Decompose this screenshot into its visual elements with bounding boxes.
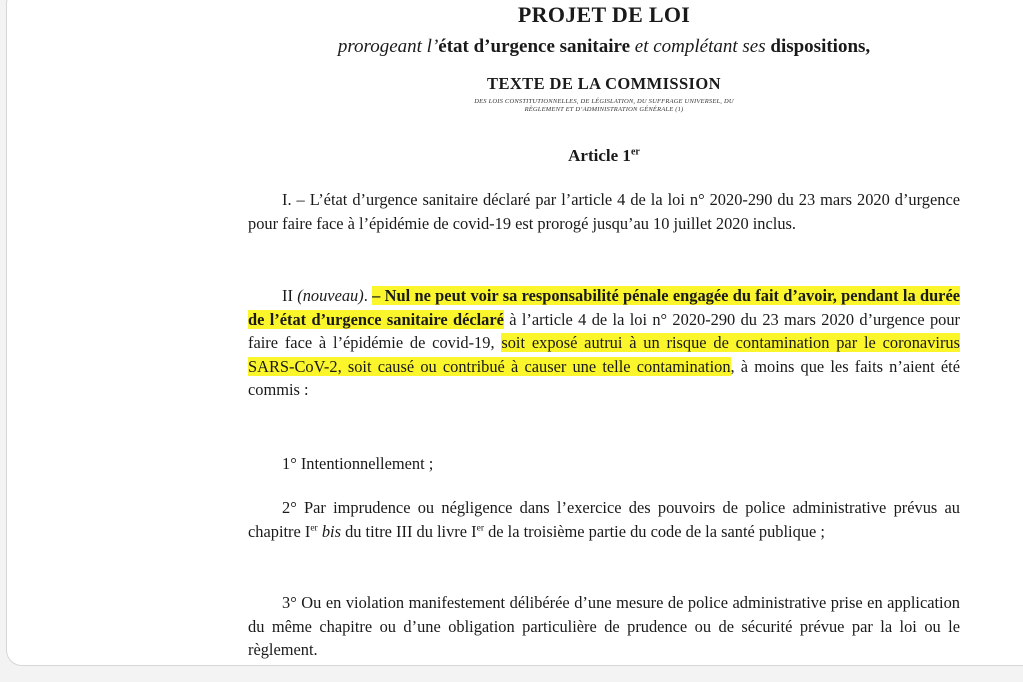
document-subtitle — [248, 36, 960, 58]
subtitle-part: urgence sanitaire — [490, 36, 631, 57]
para2-nouveau: (nouveau) — [297, 286, 364, 305]
article-label: Article 1 — [568, 146, 631, 165]
highlighted-passage: soit exposé autrui à un risque de contamination par le coronavirus SARS-CoV-2, soit causé ou contribué à causer une telle contamination — [248, 333, 960, 376]
paragraph-3: 1° Intentionnellement ; — [282, 454, 434, 473]
para4-text: du titre III du livre I — [340, 521, 477, 541]
paragraph-5: 3° Ou en violation manifestement délibérée d’une mesure de police administrative prise en application du même chapitre ou d’une obligation particulière de prudence ou de sécurité prévue par la loi ou le règlement. — [248, 593, 960, 659]
para4-superscript: er — [310, 523, 318, 534]
para2-tail: , à moins que les faits n’aient été commis : — [248, 356, 960, 399]
commission-fine-print — [398, 98, 810, 114]
commission-heading: TEXTE DE LA COMMISSION — [487, 74, 721, 93]
fine-print-line: RÈGLEMENT ET D’ADMINISTRATION GÉNÉRALE (1) — [524, 106, 684, 113]
para4-text: de la troisième partie du code de la santé publique ; — [484, 521, 825, 541]
article-heading — [248, 146, 960, 166]
article-superscript: er — [630, 146, 640, 158]
para4-superscript: er — [476, 523, 484, 534]
subtitle-part: et complétant ses — [630, 36, 771, 57]
para4-text: 2° Par imprudence ou négligence dans l’exercice des pouvoirs de police administrative prévus au chapitre I — [248, 498, 960, 541]
para2-lead: II — [282, 286, 298, 305]
para4-bis: bis — [317, 521, 341, 541]
para2-dot: . — [363, 286, 373, 305]
document-title: PROJET DE LOI — [517, 2, 691, 27]
paragraph-1: I. – L’état d’urgence sanitaire déclaré par l’article 4 de la loi n° 2020-290 du 23 mars 2020 d’urgence pour faire face à l’épidémie de covid-19 est prorogé jusqu’au 10 juillet 2020 inclus. — [248, 190, 960, 233]
para2-middle: à l’article 4 de la loi n° 2020-290 du 23 mars 2020 d’urgence pour faire face à l’épidémie de covid-19, — [248, 309, 960, 352]
fine-print-line: DES LOIS CONSTITUTIONNELLES, DE LÉGISLATION, DU SUFFRAGE UNIVERSEL, DU — [474, 98, 734, 105]
paragraph-4 — [248, 496, 960, 543]
subtitle-part: , — [865, 36, 871, 57]
subtitle-part: prorogeant l’ — [337, 36, 439, 57]
paragraph-2 — [248, 284, 960, 402]
subtitle-part: dispositions — [770, 36, 866, 57]
subtitle-part: état d’ — [438, 36, 491, 57]
highlighted-passage: – Nul ne peut voir sa responsabilité pénale engagée du fait d’avoir, pendant la durée de l’état d’urgence sanitaire déclaré — [248, 286, 961, 329]
